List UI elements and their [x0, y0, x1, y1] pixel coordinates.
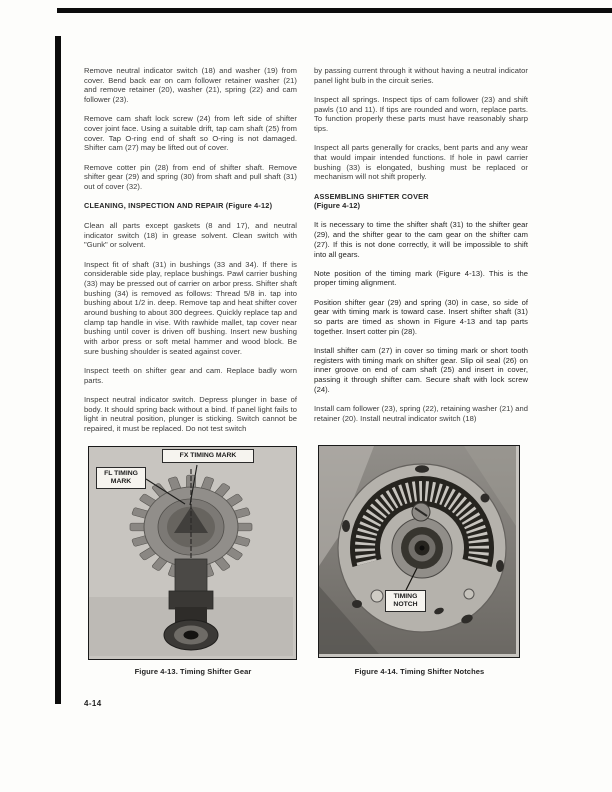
right-text-column [314, 66, 528, 433]
paragraph: It is necessary to time the shifter shaft (31) to the shifter gear (29), and the shifter gear to the cam gear on the shifter cam (27). If this is not done correctly, it will be impossible to shift into all gears. [314, 220, 528, 259]
paragraph: Install shifter cam (27) in cover so timing mark or short tooth registers with timing mark on shifter gear. Slip oil seal (26) on inner groove on end of cam shaft (25) and insert in cover, passing it through shifter cam. Secure shaft with lock screw (24). [314, 345, 528, 394]
paragraph: Install cam follower (23), spring (22), retaining washer (21) and retainer (20). Install neutral indicator switch (18) [314, 403, 528, 423]
callout-fx-timing-mark: FX TIMING MARK [162, 449, 254, 463]
paragraph: Position shifter gear (29) and spring (30) in case, so side of gear with timing mark is toward case. Insert shifter shaft (31) so parts are timed as shown in Figure 4-13 and tap parts together. Insert cotter pin (28). [314, 297, 528, 336]
figure-4-13-caption: Figure 4-13. Timing Shifter Gear [134, 667, 252, 676]
figure-4-14-photo [318, 445, 520, 658]
shifter-notches-illustration [319, 446, 516, 654]
figure-4-13-photo [88, 446, 297, 660]
paragraph: Remove cotter pin (28) from end of shifter shaft. Remove shifter gear (29) and spring (30) from shaft and pull shaft (31) out of cover (32). [84, 162, 297, 192]
paragraph: Inspect all parts generally for cracks, bent parts and any wear that would impair intended functions. If hole in pawl carrier bushing (33) is elongated, bushing must be replaced or mechanism will not shift properly. [314, 143, 528, 182]
figure-4-14-caption: Figure 4-14. Timing Shifter Notches [354, 667, 485, 676]
section-heading-assembling: ASSEMBLING SHIFTER COVER [314, 191, 429, 201]
callout-fl-timing-mark: FL TIMING MARK [96, 467, 146, 489]
paragraph: Note position of the timing mark (Figure 4-13). This is the proper timing alignment. [314, 268, 528, 288]
left-text-column [84, 66, 297, 443]
page-number: 4-14 [84, 699, 102, 708]
paragraph: Remove neutral indicator switch (18) and washer (19) from cover. Bend back ear on cam follower retainer washer (21) and remove retainer (20), washer (21), spring (22) and cam follower (23). [84, 66, 297, 105]
paragraph: Inspect teeth on shifter gear and cam. Replace badly worn parts. [84, 366, 297, 385]
paragraph: Inspect fit of shaft (31) in bushings (33 and 34). If there is considerable side play, replace bushings. Pawl carrier bushing (33) may be pressed out of carrier on arbor press. Shifter shaft bushing (34) is removed as follows: Thread 5/8 in. tap into bushing about 1/2 in. deep. Remove tap and heat shifter cover around bushing to about 300 degrees. Quickly replace tap and clamp tap handle in vise. With rawhide mallet, tap cover near bushing until cover is driven off bushing. Insert new bushing with arbor press or soft metal hammer and wood block. Be sure bushing shoulder is seated against cover. [84, 259, 297, 356]
paragraph: Inspect neutral indicator switch. Depress plunger in base of body. It should spring back without a bind. If panel light fails to light in neutral position, plunger is sticking. Switch cannot be repaired, it must be replaced. Do not test switch [84, 394, 297, 434]
paragraph: Inspect all springs. Inspect tips of cam follower (23) and shift pawls (10 and 11). If tips are rounded and worn, replace parts. To function properly these parts must have reasonably sharp tips. [314, 94, 528, 134]
callout-timing-notch: TIMING NOTCH [385, 590, 426, 612]
section-heading-cleaning: CLEANING, INSPECTION AND REPAIR (Figure 4-12) [84, 201, 273, 211]
paragraph: Remove cam shaft lock screw (24) from left side of shifter cover joint face. Using a suitable drift, tap cam shaft (25) from cover. Tap O-ring end of shaft so O-ring is not damaged. Shifter cam (27) may be lifted out of cover. [84, 114, 297, 153]
scan-artifact-top-bar [57, 8, 612, 13]
section-heading-figure-ref: (Figure 4-12) [314, 201, 361, 211]
scan-artifact-left-bar [55, 36, 61, 704]
paragraph: by passing current through it without having a neutral indicator panel light bulb in the circuit series. [314, 66, 528, 85]
paragraph: Clean all parts except gaskets (8 and 17), and neutral indicator switch (18) in grease solvent. Clean switch with "Gunk" or solvent. [84, 220, 297, 250]
